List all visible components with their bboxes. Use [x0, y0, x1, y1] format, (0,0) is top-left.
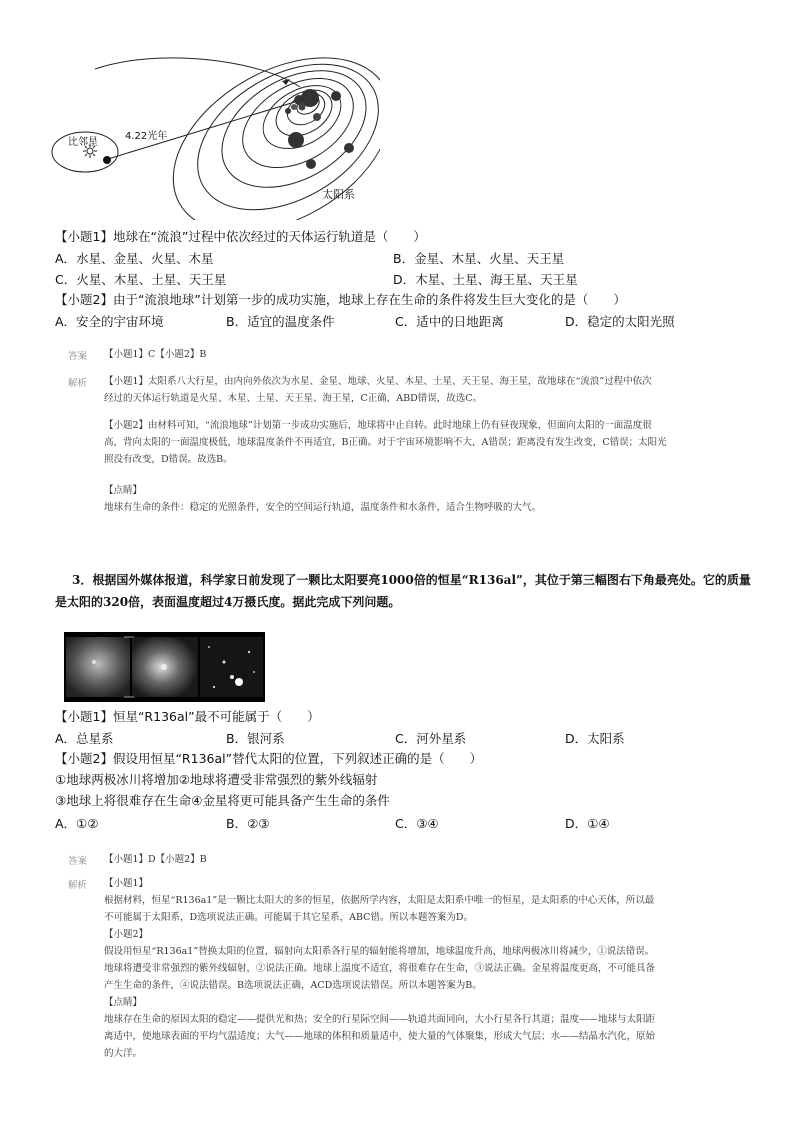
answer-text: 【小题1】D【小题2】B	[104, 854, 207, 865]
option-c: C．河外星系	[395, 731, 467, 746]
saturn	[288, 132, 304, 148]
option-b: B．②③	[226, 816, 270, 831]
option-c: C．③④	[395, 816, 439, 831]
option-d: D．太阳系	[565, 731, 625, 746]
option-a: A．总星系	[55, 731, 114, 746]
option-d: D．①④	[565, 816, 610, 831]
star-photos	[64, 632, 265, 702]
option-a: A．水星、金星、火星、木星	[55, 251, 214, 266]
statement-line-1: ①地球两极冰川将增加②地球将遭受非常强烈的紫外线辐射	[55, 772, 378, 787]
intro-line-2: 是太阳的320倍，表面温度超过4万摄氏度。据此完成下列问题。	[55, 595, 401, 609]
proxima-label: 比邻星	[68, 137, 98, 148]
solar-system-label: 太阳系	[322, 188, 355, 201]
jupiter	[301, 89, 319, 107]
statement-line-2: ③地球上将很难存在生命④金星将更可能具备产生生命的条件	[55, 793, 390, 808]
option-d: D．木星、土星、海王星、天王星	[393, 272, 578, 287]
question-1-1: 【小题1】地球在“流浪”过程中依次经过的天体运行轨道是（ ）	[55, 229, 426, 244]
analysis-block: 【小题1】太阳系八大行星，由内向外依次为水星、金星、地球、火星、木星、土星、天王星、海王星，故地球在“流浪”过程中依次 经过的天体运行轨道是火星、木星、土星、天王星、海王星，C正确，ABD错误，故选C。 【小题2】由材料可知，“流浪地球”计划第一步成功实施后，地球将中止自转。此时地球上仍有昼夜现象，但面向太阳的一面温度很 高，背向太阳的一面温度极低，地球温度条件不再适宜，B正确。对于宇宙环境影响不大，A错误；距离没有发生改变，C错误；太阳光 照没有改变，D错误。故选B。 【点睛】 地球有生命的条件：稳定的光照条件，安全的空间运行轨道，温度条件和水条件，适合生物呼吸的大气。	[104, 376, 667, 513]
long-orbit	[95, 58, 300, 87]
question-2-2: 【小题2】假设用恒星“R136al”替代太阳的位置，下列叙述正确的是（ ）	[55, 751, 483, 766]
option-b: B．银河系	[226, 731, 285, 746]
analysis-label: 解析	[68, 378, 88, 389]
option-a: A．安全的宇宙环境	[55, 314, 164, 329]
option-c: C．火星、木星、土星、天王星	[55, 272, 227, 287]
intro-line-1: 3．根据国外媒体报道，科学家日前发现了一颗比太阳要亮1000倍的恒星“R136al”，其位于第三幅图右下角最亮处。它的质量	[72, 573, 751, 587]
option-b: B．金星、木星、火星、天王星	[393, 251, 565, 266]
answer-label: 答案	[68, 351, 88, 362]
option-c: C．适中的日地距离	[395, 314, 504, 329]
star-photos-image	[64, 632, 265, 702]
answer-text: 【小题1】C【小题2】B	[104, 349, 207, 360]
answer-label: 答案	[68, 856, 88, 867]
option-d: D．稳定的太阳光照	[565, 314, 675, 329]
analysis-label: 解析	[68, 880, 88, 891]
option-b: B．适宜的温度条件	[226, 314, 335, 329]
analysis-block: 【小题1】 根据材料，恒星“R136a1”是一颗比太阳大的多的恒星，依据所学内容，太阳是太阳系中唯一的恒星，是太阳系的中心天体，所以最 不可能属于太阳系，D选项说法正确。可能属于其它星系，ABC错。所以本题答案为D。 【小题2】 假设用恒星“R136a1”替换太阳的位置，辐射向太阳系各行星的辐射能将增加，地球温度升高，地球两极冰川将减少，①说法错误。 地球将遭受非常强烈的紫外线辐射，②说法正确。地球上温度不适宜，将很难存在生命，③说法正确。金星将温度更高，不可能具备 产生生命的条件，④说法错误。B选项说法正确，ACD选项说法错误。所以本题答案为B。 【点睛】 地球存在生命的原因太阳的稳定——提供光和热；安全的行星际空间——轨道共面同向，大小行星各行其道；温度——地球与太阳距 离适中，使地球表面的平均气温适度；大气——地球的体积和质量适中，使大量的气体聚集，形成大气层；水——结晶水汽化，原始 的大洋。	[104, 878, 656, 1059]
distance-label: 4.22光年	[125, 131, 168, 142]
question-2-1: 【小题1】恒星“R136al”最不可能属于（ ）	[55, 709, 320, 724]
option-a: A．①②	[55, 816, 99, 831]
question-1-2: 【小题2】由于“流浪地球”计划第一步的成功实施，地球上存在生命的条件将发生巨大变化的是（ ）	[55, 292, 626, 307]
